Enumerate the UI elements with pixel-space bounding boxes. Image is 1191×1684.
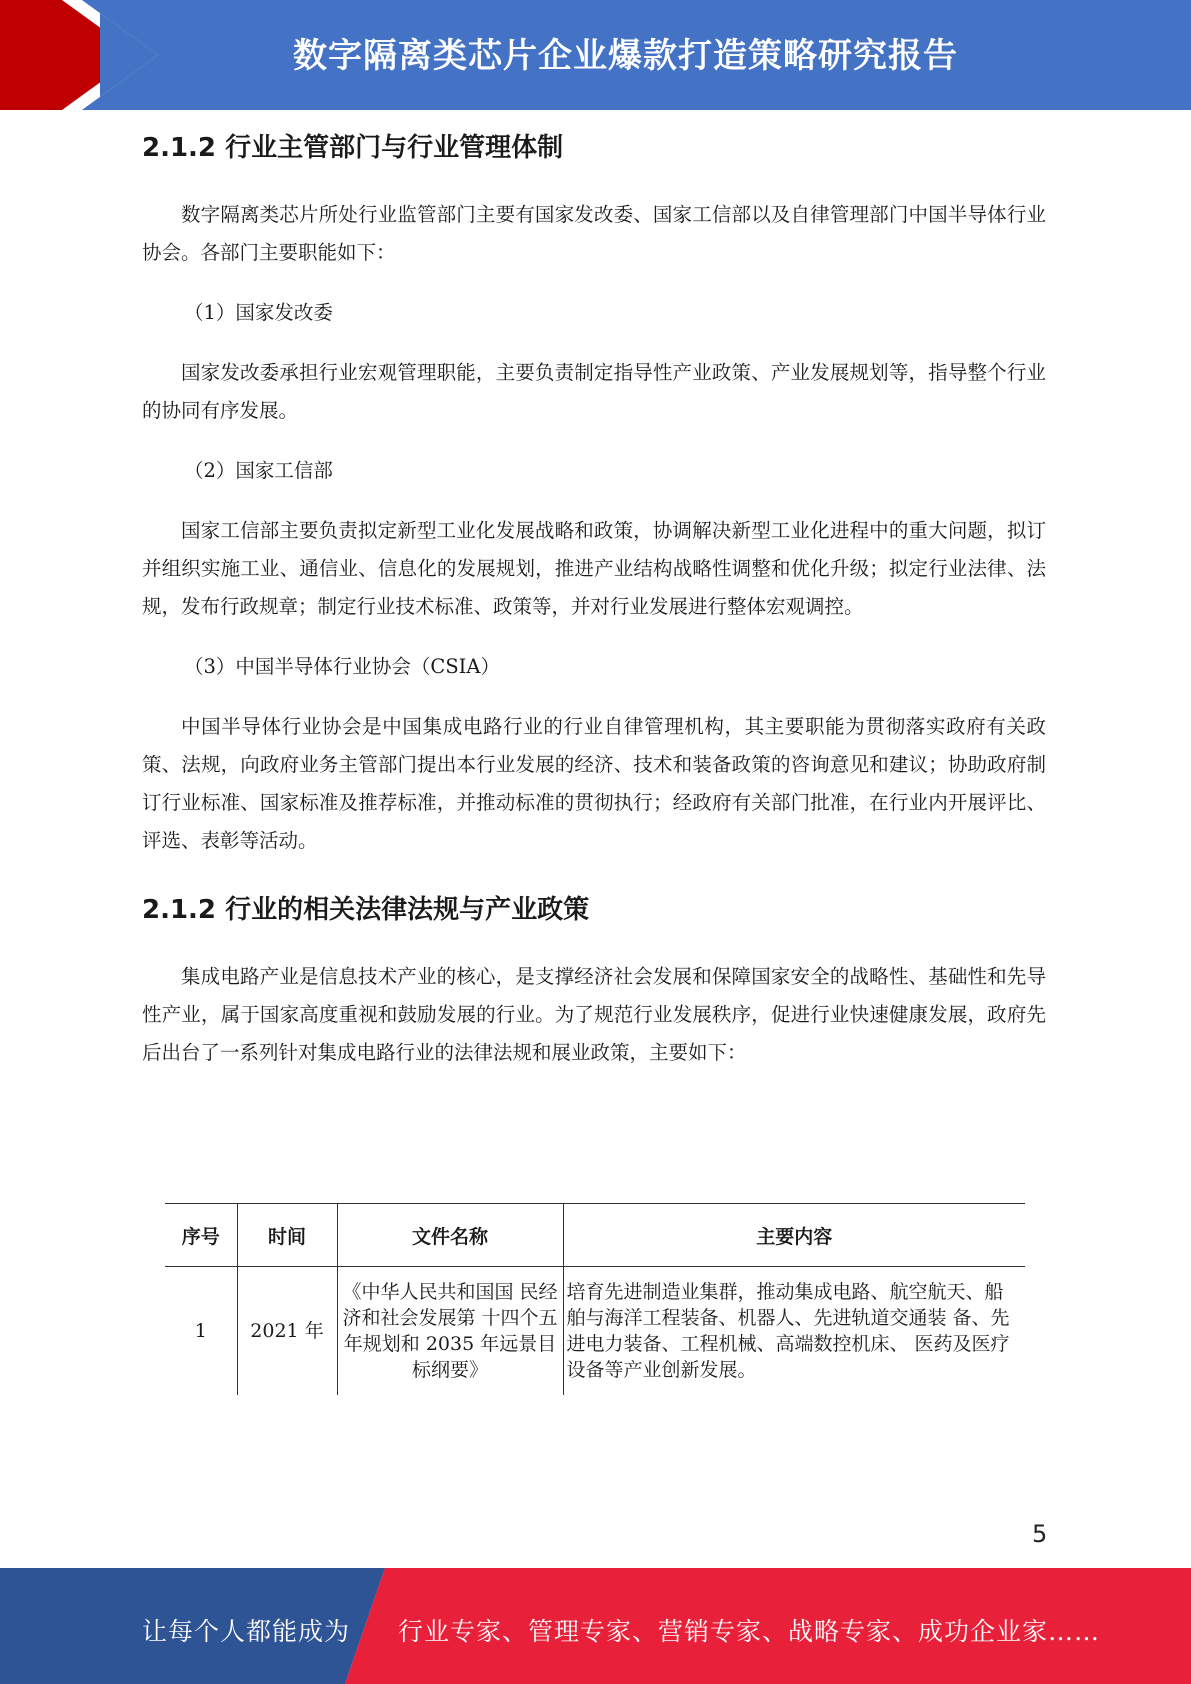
item-text-miit: 国家工信部主要负责拟定新型工业化发展战略和政策，协调解决新型工业化进程中的重大问题，拟订并组织实施工业、通信业、信息化的发展规划，推进产业结构战略性调整和优化升级；拟定行业法律、法规，发布行政规章；制定行业技术标准、政策等，并对行业发展进行整体宏观调控。: [142, 519, 1046, 618]
header-main-content: 主要内容: [563, 1204, 1025, 1267]
header-num: 序号: [165, 1204, 237, 1267]
cell-document-name: 《中华人民共和国国 民经济和社会发展第 十四个五年规划和 2035 年远景目标纲要》: [337, 1267, 563, 1396]
section-intro-paragraph: 数字隔离类芯片所处行业监管部门主要有国家发改委、国家工信部以及自律管理部门中国半导体行业协会。各部门主要职能如下：: [142, 203, 1046, 264]
page-content: [142, 130, 1046, 1072]
policy-table: [165, 1203, 1025, 1395]
page-footer: [0, 1568, 1191, 1684]
section-heading-policy: 2.1.2 行业的相关法律法规与产业政策: [142, 895, 590, 925]
table-row: [165, 1267, 1025, 1396]
header-time: 时间: [237, 1204, 337, 1267]
item-title-miit: （2）国家工信部: [184, 459, 333, 482]
cell-num: 1: [194, 1320, 207, 1342]
page-number: 5: [1032, 1520, 1048, 1548]
page-header: [0, 0, 1191, 110]
item-text-ndrc: 国家发改委承担行业宏观管理职能，主要负责制定指导性产业政策、产业发展规划等，指导整个行业的协同有序发展。: [142, 361, 1046, 422]
item-text-csia: 中国半导体行业协会是中国集成电路行业的行业自律管理机构，其主要职能为贯彻落实政府有关政策、法规，向政府业务主管部门提出本行业发展的经济、技术和装备政策的咨询意见和建议；协助政府制订行业标准、国家标准及推荐标准，并推动标准的贯彻执行；经政府有关部门批准，在行业内开展评比、评选、表彰等活动。: [142, 715, 1046, 852]
header-document-name: 文件名称: [337, 1204, 563, 1267]
item-title-ndrc: （1）国家发改委: [184, 301, 333, 324]
item-title-csia: （3）中国半导体行业协会（CSIA）: [184, 655, 500, 678]
footer-slogan-right: 行业专家、管理专家、营销专家、战略专家、成功企业家……: [398, 1617, 1101, 1646]
report-title: 数字隔离类芯片企业爆款打造策略研究报告: [293, 36, 958, 76]
section-heading-management: 2.1.2 行业主管部门与行业管理体制: [142, 133, 564, 163]
cell-time: 2021 年: [237, 1267, 337, 1396]
table-header-row: [165, 1204, 1025, 1267]
footer-slogan-left: 让每个人都能成为: [142, 1617, 351, 1646]
section-intro-policy: 集成电路产业是信息技术产业的核心，是支撑经济社会发展和保障国家安全的战略性、基础性和先导性产业，属于国家高度重视和鼓励发展的行业。为了规范行业发展秩序，促进行业快速健康发展，政府先后出台了一系列针对集成电路行业的法律法规和展业政策，主要如下：: [142, 965, 1046, 1064]
cell-main-content: 培育先进制造业集群，推动集成电路、航空航天、船舶与海洋工程装备、机器人、先进轨道交通装 备、先进电力装备、工程机械、高端数控机床、 医药及医疗设备等产业创新发展。: [563, 1267, 1025, 1396]
